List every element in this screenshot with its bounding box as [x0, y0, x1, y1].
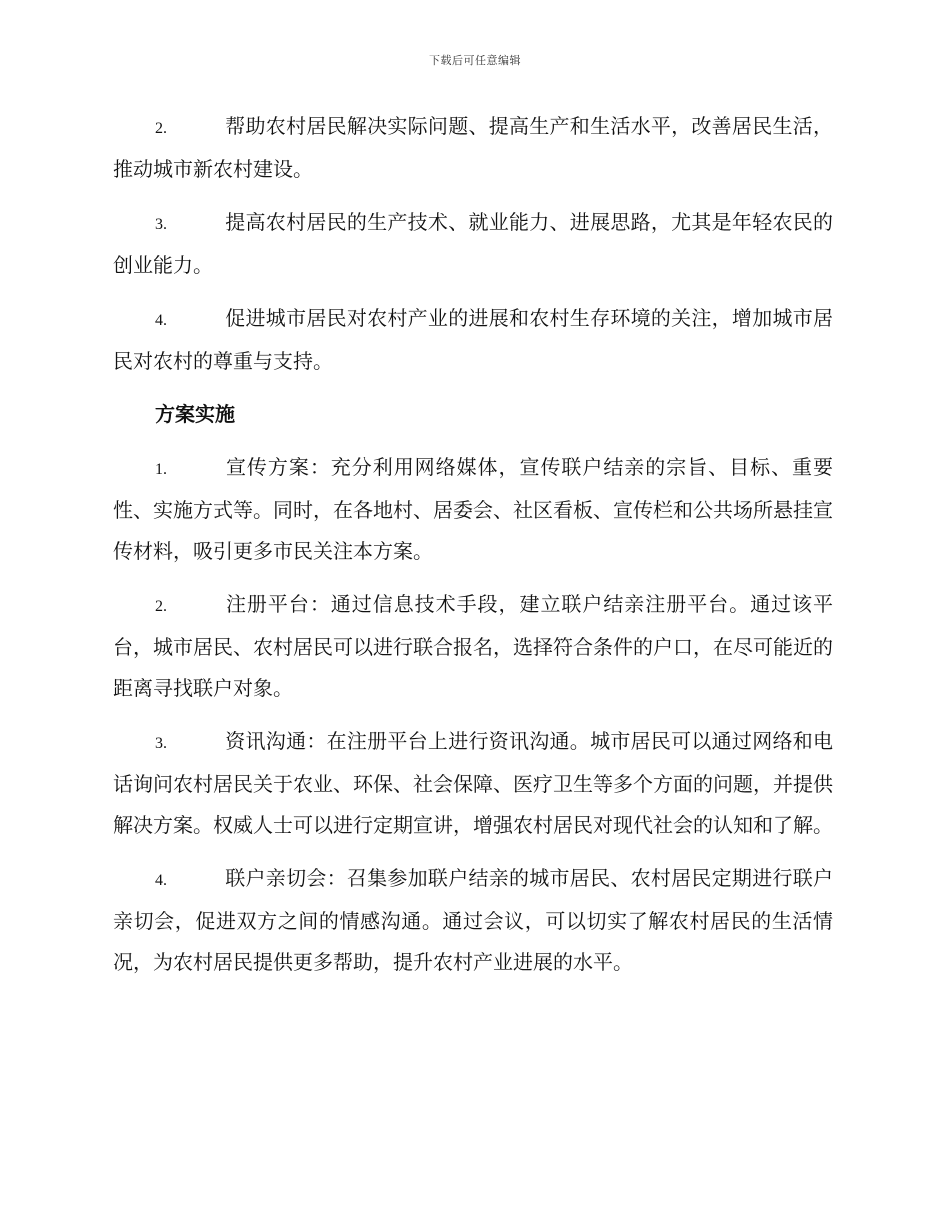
document-body [113, 106, 833, 995]
list-item-goal-2 [113, 106, 833, 190]
list-item-step-2 [113, 584, 833, 709]
page-header-note: 下载后可任意编辑 [429, 54, 521, 67]
list-item-goal-3 [113, 202, 833, 286]
list-item-number: 2. [155, 120, 167, 137]
list-item-number: 1. [155, 461, 167, 478]
list-item-text: 促进城市居民对农村产业的进展和农村生存环境的关注，增加城市居民对农村的尊重与支持。 [113, 306, 833, 373]
list-item-text: 帮助农村居民解决实际问题、提高生产和生活水平，改善居民生活，推动城市新农村建设。 [113, 114, 833, 181]
list-item-text: 资讯沟通：在注册平台上进行资讯沟通。城市居民可以通过网络和电话询问农村居民关于农业、环保、社会保障、医疗卫生等多个方面的问题，并提供解决方案。权威人士可以进行定期宣讲，增强农村居民对现代社会的认知和了解。 [113, 729, 833, 837]
list-item-text: 宣传方案：充分利用网络媒体，宣传联户结亲的宗旨、目标、重要性、实施方式等。同时，在各地村、居委会、社区看板、宣传栏和公共场所悬挂宣传材料，吸引更多市民关注本方案。 [113, 455, 833, 563]
list-item-step-4 [113, 858, 833, 983]
section-heading: 方案实施 [155, 402, 235, 426]
list-item-step-3 [113, 721, 833, 846]
list-item-text: 注册平台：通过信息技术手段，建立联户结亲注册平台。通过该平台，城市居民、农村居民可以进行联合报名，选择符合条件的户口，在尽可能近的距离寻找联户对象。 [113, 592, 833, 700]
list-item-number: 4. [155, 872, 167, 889]
list-item-goal-4 [113, 298, 833, 382]
list-item-number: 2. [155, 598, 167, 615]
list-item-text: 提高农村居民的生产技术、就业能力、进展思路，尤其是年轻农民的创业能力。 [113, 210, 833, 277]
list-item-number: 3. [155, 216, 167, 233]
list-item-step-1 [113, 447, 833, 572]
list-item-number: 4. [155, 312, 167, 329]
list-item-text: 联户亲切会：召集参加联户结亲的城市居民、农村居民定期进行联户亲切会，促进双方之间的情感沟通。通过会议，可以切实了解农村居民的生活情况，为农村居民提供更多帮助，提升农村产业进展的水平。 [113, 866, 833, 974]
list-item-number: 3. [155, 735, 167, 752]
